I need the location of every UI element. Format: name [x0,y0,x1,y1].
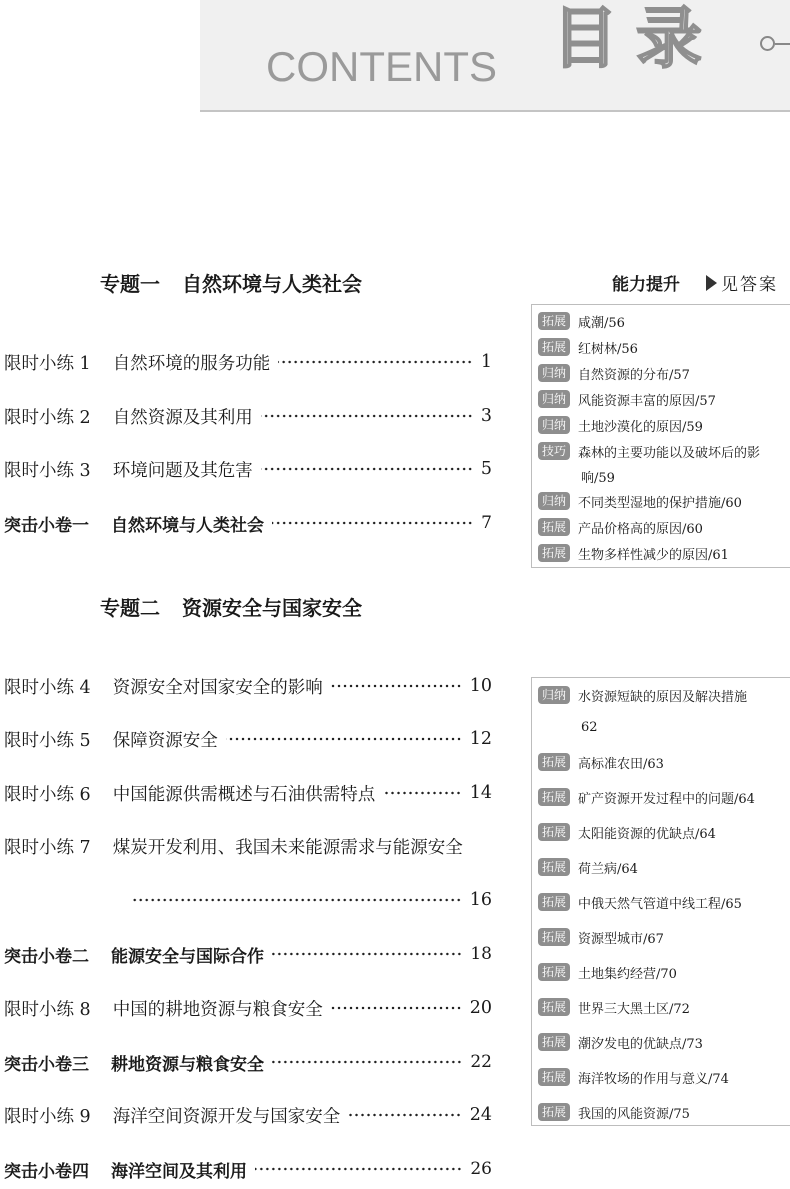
leader-dots [331,1006,462,1010]
skill-item [538,892,790,912]
skill-text: 潮汐发电的优缺点/73 [578,1036,703,1052]
skill-text: 土地集约经营/70 [578,966,677,982]
skills-box-2 [531,677,790,1126]
leader-dots [331,684,462,688]
skill-tag: 归纳 [538,364,570,382]
toc-entry-page: 3 [480,406,492,426]
toc-entry-page: 14 [469,783,492,803]
toc-entry-label: 限时小练 3 [4,460,91,481]
leader-dots [383,791,462,795]
toc-entry-page: 7 [481,513,492,533]
toc-entry[interactable] [4,1101,492,1129]
skill-item [538,1067,790,1087]
skill-text: 矿产资源开发过程中的问题/64 [578,791,755,807]
toc-entry-title: 耕地资源与粮食安全 [111,1054,264,1075]
toc-entry-label: 限时小练 4 [4,677,91,698]
skill-item [538,337,790,357]
toc-entry[interactable] [4,832,492,860]
leader-dots [255,1167,462,1171]
skill-text: 海洋牧场的作用与意义/74 [578,1071,729,1087]
skill-tag: 拓展 [538,823,570,841]
skill-text: 生物多样性减少的原因/61 [578,547,729,563]
leader-dots [272,1060,462,1064]
skill-item [538,491,790,511]
sidebar-heading-answer: 见答案 [721,275,778,295]
triangle-right-icon [706,275,717,291]
skill-tag: 拓展 [538,963,570,981]
toc-entry-test[interactable] [4,509,492,537]
toc-entry-title: 自然资源及其利用 [112,407,253,428]
leader-dots [272,952,462,956]
skill-text: 水资源短缺的原因及解决措施 [578,689,748,705]
skill-text: 不同类型湿地的保护措施/60 [578,495,742,511]
skill-tag: 归纳 [538,492,570,510]
skill-tag: 拓展 [538,1033,570,1051]
toc-entry-label: 限时小练 7 [4,837,91,858]
ring-ornament-line [775,43,790,45]
leader-dots [261,414,473,418]
toc-entry[interactable] [4,779,492,807]
skill-text: 资源型城市/67 [578,931,664,947]
topic-title: 自然环境与人类社会 [182,272,362,296]
topic-heading [100,592,362,621]
toc-entry-label: 限时小练 1 [4,353,91,374]
toc-entry-test[interactable] [4,1155,492,1183]
skill-text-continued: 响/59 [581,471,615,486]
skill-item [538,415,790,435]
toc-entry-title: 自然环境与人类社会 [111,515,264,536]
ring-ornament-icon [760,36,775,51]
skill-item [538,363,790,383]
topic-number: 专题一 [100,272,160,296]
sidebar-heading-label: 能力提升 [612,275,680,295]
toc-entry-page: 1 [480,352,492,372]
skill-item [538,787,790,807]
toc-entry-label: 限时小练 9 [4,1106,91,1127]
skill-item [538,517,790,537]
toc-entry[interactable] [4,994,492,1022]
toc-entry-page: 18 [470,944,492,964]
skill-tag: 技巧 [538,442,570,460]
skill-text: 我国的风能资源/75 [578,1106,690,1122]
topic-title: 资源安全与国家安全 [182,596,362,620]
toc-entry[interactable] [4,402,492,430]
toc-entry-page: 22 [470,1052,492,1072]
skill-text: 土地沙漠化的原因/59 [578,419,703,435]
contents-heading: CONTENTS [266,43,497,90]
skill-tag: 拓展 [538,1068,570,1086]
toc-entry-page: 5 [480,459,492,479]
toc-entry-test[interactable] [4,1048,492,1076]
skill-tag: 拓展 [538,788,570,806]
skill-tag: 拓展 [538,338,570,356]
skill-text: 自然资源的分布/57 [578,367,690,383]
toc-entry-label: 限时小练 2 [4,407,91,428]
leader-dots [132,898,462,902]
skill-tag: 拓展 [538,544,570,562]
toc-entry-title: 环境问题及其危害 [112,460,253,481]
sidebar-heading [612,270,778,295]
skill-item [538,1102,790,1122]
toc-entry-title: 资源安全对国家安全的影响 [112,677,323,698]
leader-dots [278,360,473,364]
skill-item [538,997,790,1017]
toc-entry-label: 突击小卷二 [4,946,89,967]
skill-text: 太阳能资源的优缺点/64 [578,826,716,842]
toc-entry-title: 海洋空间及其利用 [111,1161,247,1182]
skill-text: 风能资源丰富的原因/57 [578,393,716,409]
toc-entry-page: 26 [470,1159,492,1179]
page-title: 目录 [552,0,720,77]
skill-tag: 归纳 [538,416,570,434]
toc-entry-test[interactable] [4,940,492,968]
toc-entry[interactable] [4,725,492,753]
skill-tag: 归纳 [538,686,570,704]
skills-box-1 [531,304,790,568]
topic-heading [100,268,362,297]
toc-entry-label: 限时小练 8 [4,999,91,1020]
toc-entry-page: 20 [469,998,492,1018]
skill-text: 高标准农田/63 [578,756,664,772]
toc-entry-title: 保障资源安全 [112,730,218,751]
skill-text-continued: 62 [581,720,598,735]
toc-entry-page: 12 [469,729,492,749]
skill-item [538,441,790,461]
toc-entry-label: 突击小卷四 [4,1161,89,1182]
skill-item [538,857,790,877]
skill-item [538,389,790,409]
toc-entry-title: 中国能源供需概述与石油供需特点 [112,784,376,805]
skill-item [538,962,790,982]
toc-entry-label: 突击小卷一 [4,515,89,536]
leader-dots [261,467,473,471]
toc-entry-page: 16 [469,890,492,910]
toc-entry-label: 突击小卷三 [4,1054,89,1075]
toc-entry[interactable] [4,348,492,376]
skill-tag: 拓展 [538,928,570,946]
skill-item [538,543,790,563]
skill-tag: 拓展 [538,1103,570,1121]
skill-tag: 拓展 [538,518,570,536]
skill-tag: 拓展 [538,312,570,330]
skill-text: 荷兰病/64 [578,861,638,877]
skill-tag: 归纳 [538,390,570,408]
topic-number: 专题二 [100,596,160,620]
skill-tag: 拓展 [538,998,570,1016]
skill-item [538,752,790,772]
toc-entry-title: 自然环境的服务功能 [112,353,271,374]
toc-entry-label: 限时小练 6 [4,784,91,805]
toc-entry-title: 中国的耕地资源与粮食安全 [112,999,323,1020]
leader-dots [226,737,462,741]
skill-text: 咸潮/56 [578,315,625,331]
toc-entry-continuation[interactable] [132,886,492,914]
toc-entry[interactable] [4,672,492,700]
skill-text: 世界三大黑土区/72 [578,1001,690,1017]
skill-text: 森林的主要功能以及破坏后的影 [578,445,761,461]
skill-tag: 拓展 [538,753,570,771]
toc-entry-page: 10 [469,676,492,696]
toc-entry-page: 24 [469,1105,492,1125]
toc-entry-title: 煤炭开发利用、我国未来能源需求与能源安全 [112,837,463,858]
skill-item [538,311,790,331]
toc-entry-title: 能源安全与国际合作 [111,946,264,967]
toc-entry-title: 海洋空间资源开发与国家安全 [112,1106,341,1127]
skill-item [538,685,790,705]
skill-tag: 拓展 [538,893,570,911]
skill-tag: 拓展 [538,858,570,876]
skill-text: 中俄天然气管道中线工程/65 [578,896,742,912]
leader-dots [348,1113,462,1117]
toc-entry[interactable] [4,455,492,483]
skill-text: 产品价格高的原因/60 [578,521,703,537]
leader-dots [272,521,473,525]
skill-item [538,1032,790,1052]
skill-text: 红树林/56 [578,341,638,357]
toc-entry-label: 限时小练 5 [4,730,91,751]
skill-item [538,822,790,842]
skill-item [538,927,790,947]
